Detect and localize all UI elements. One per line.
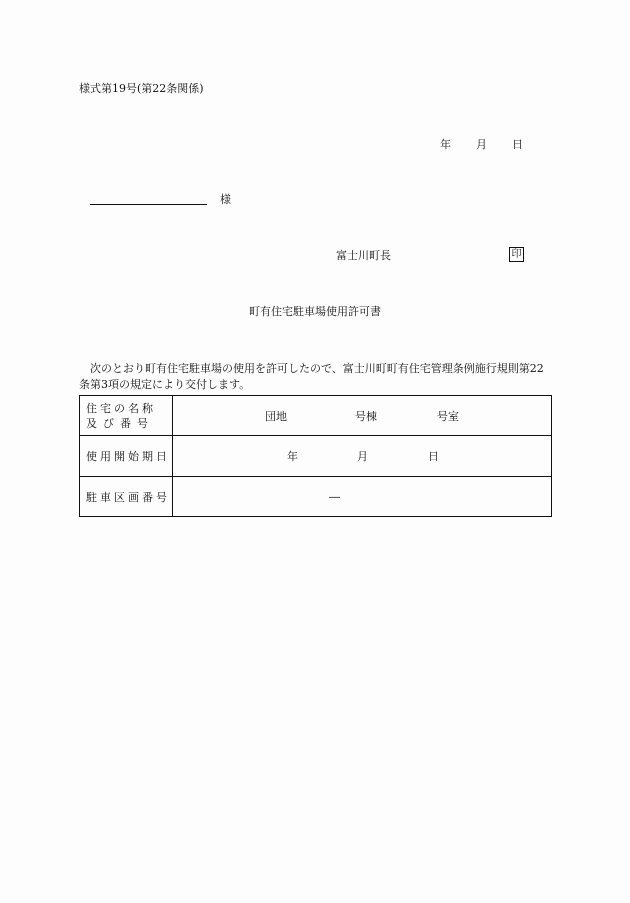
table-row (80, 396, 552, 436)
table-row (80, 477, 552, 517)
body-text: 次のとおり町有住宅駐車場の使用を許可したので、富士川町町有住宅管理条例施行規則第22条第3項の規定により交付します。 (79, 362, 544, 391)
housing-value-cell (173, 396, 552, 436)
start-date-label-cell (80, 436, 173, 477)
document-title: 町有住宅駐車場使用許可書 (249, 305, 381, 318)
parking-label-cell (80, 477, 173, 517)
info-table (79, 395, 552, 517)
start-year-label: 年 (287, 450, 298, 463)
start-day-label: 日 (428, 450, 439, 463)
parking-value: ― (329, 490, 340, 503)
goshitsu-label: 号室 (437, 409, 459, 423)
seal-mark: 印 (509, 247, 524, 262)
date-day: 日 (512, 138, 523, 151)
goto-label: 号棟 (355, 409, 377, 423)
parking-label: 駐車区画番号 (86, 490, 170, 504)
addressee-honorific: 様 (220, 193, 231, 206)
form-number: 様式第19号(第22条関係) (79, 82, 204, 95)
parking-value-cell (173, 477, 552, 517)
issuer-name: 富士川町長 (336, 249, 391, 262)
start-date-value-cell (173, 436, 552, 477)
start-month-label: 月 (357, 450, 368, 463)
housing-label-line1: 住宅の名称 (86, 402, 156, 415)
table-row (80, 436, 552, 477)
danchi-label: 団地 (265, 409, 287, 423)
addressee-blank-line (90, 204, 207, 205)
start-date-label: 使用開始期日 (86, 450, 170, 463)
date-year: 年 (440, 138, 451, 151)
housing-label-cell (80, 396, 173, 436)
housing-label-line2: 及び番号 (86, 417, 154, 430)
date-month: 月 (476, 138, 487, 151)
